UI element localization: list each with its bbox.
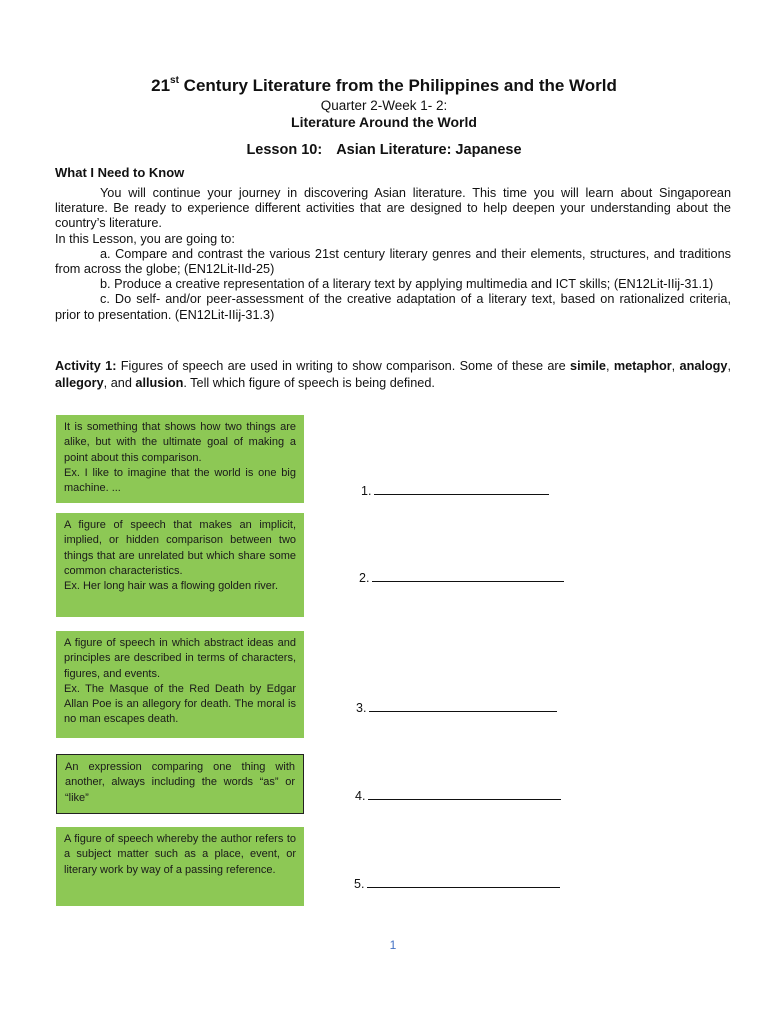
answer-line-1[interactable]: 1.: [361, 484, 549, 498]
objective-b: b. Produce a creative representation of a literary text by applying multimedia and ICT skills; (EN12Lit-IIij-31.1): [100, 277, 714, 292]
answer-line-4[interactable]: 4.: [355, 789, 561, 803]
definition-box-2: A figure of speech that makes an implicit, implied, or hidden comparison between two things that are unrelated but which share some common characteristics. Ex. Her long hair was a flowing golden river.: [56, 513, 304, 617]
definition-box-3: A figure of speech in which abstract ideas and principles are described in terms of characters, figures, and events. Ex. The Masque of the Red Death by Edgar Allan Poe is an allegory for death. The moral is no man escapes death.: [56, 631, 304, 738]
objective-a: a. Compare and contrast the various 21st century literary genres and their elements, structures, and traditions from across the globe; (EN12Lit-IId-25): [55, 246, 731, 277]
intro-paragraph: You will continue your journey in discovering Asian literature. This time you will learn about Singaporean literature. Be ready to experience different activities that are designed to help deepen your understanding about the country’s literature.: [55, 186, 731, 231]
definition-box-1: It is something that shows how two things are alike, but with the ultimate goal of making a point about this comparison. Ex. I like to imagine that the world is one big machine. ...: [56, 415, 304, 503]
activity-instructions: Activity 1: Figures of speech are used in writing to show comparison. Some of these are simile, metaphor, analogy, allegory, and allusion. Tell which figure of speech is being defined.: [55, 359, 731, 390]
definition-box-4: An expression comparing one thing with another, always including the words “as” or “like”: [56, 754, 304, 814]
definition-box-5: A figure of speech whereby the author refers to a subject matter such as a place, event, or literary work by way of a passing reference.: [56, 827, 304, 906]
objective-c: c. Do self- and/or peer-assessment of the creative adaptation of a literary text, based on rationalized criteria, prior to presentation. (EN12Lit-IIij-31.3): [55, 292, 731, 322]
page-number: 1: [389, 938, 397, 952]
activity-label: Activity 1:: [55, 359, 117, 373]
going-to-line: In this Lesson, you are going to:: [55, 231, 235, 246]
quarter-label: Quarter 2-Week 1- 2:: [320, 98, 448, 113]
answer-line-5[interactable]: 5.: [354, 877, 560, 891]
answer-line-2[interactable]: 2.: [359, 571, 564, 585]
lesson-title: Asian Literature: Japanese: [336, 142, 522, 158]
subtitle: Literature Around the World: [291, 114, 477, 130]
page-title: 21st Century Literature from the Philippines and the World: [151, 75, 617, 95]
answer-line-3[interactable]: 3.: [356, 701, 557, 715]
lesson-label: Lesson 10:: [246, 142, 323, 158]
lesson-heading: [0, 142, 768, 158]
intro-block: [55, 186, 731, 323]
section-heading: What I Need to Know: [55, 165, 185, 180]
